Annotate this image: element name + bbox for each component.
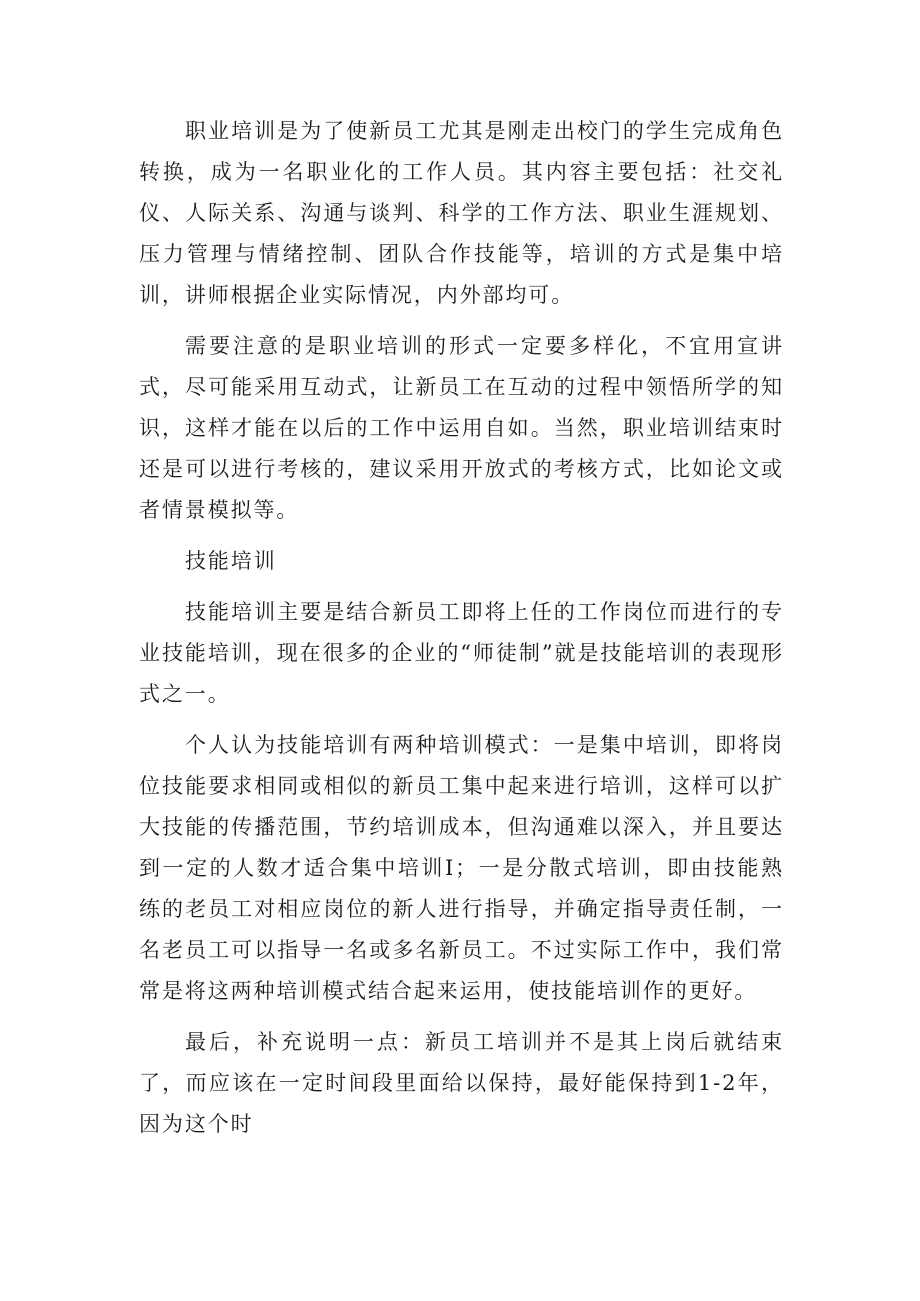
paragraph-vocational-training: 职业培训是为了使新员工尤其是刚走出校门的学生完成角色转换，成为一名职业化的工作人员。其内容主要包括：社交礼仪、人际关系、沟通与谈判、科学的工作方法、职业生涯规划、压力管理与情绪控制、团队合作技能等，培训的方式是集中培训，讲师根据企业实际情况，内外部均可。 — [139, 119, 784, 307]
paragraph-training-format: 需要注意的是职业培训的形式一定要多样化，不宜用宣讲式，尽可能采用互动式，让新员工在互动的过程中领悟所学的知识，这样才能在以后的工作中运用自如。当然，职业培训结束时还是可以进行考核的，建议采用开放式的考核方式，比如论文或者情景模拟等。 — [139, 334, 784, 522]
paragraph-skills-training-intro: 技能培训主要是结合新员工即将上任的工作岗位而进行的专业技能培训，现在很多的企业的“师徒制”就是技能培训的表现形式之一。 — [139, 600, 784, 706]
document-body — [139, 111, 784, 1155]
section-heading-skills-training: 技能培训 — [185, 549, 277, 573]
paragraph-conclusion: 最后，补充说明一点：新员工培训并不是其上岗后就结束了，而应该在一定时间段里面给以保持，最好能保持到1-2年，因为这个时 — [139, 1030, 784, 1136]
paragraph-training-modes: 个人认为技能培训有两种培训模式：一是集中培训，即将岗位技能要求相同或相似的新员工集中起来进行培训，这样可以扩大技能的传播范围，节约培训成本，但沟通难以深入，并且要达到一定的人数才适合集中培训I；一是分散式培训，即由技能熟练的老员工对相应岗位的新人进行指导，并确定指导责任制，一名老员工可以指导一名或多名新员工。不过实际工作中，我们常常是将这两种培训模式结合起来运用，使技能培训作的更好。 — [139, 733, 784, 1003]
